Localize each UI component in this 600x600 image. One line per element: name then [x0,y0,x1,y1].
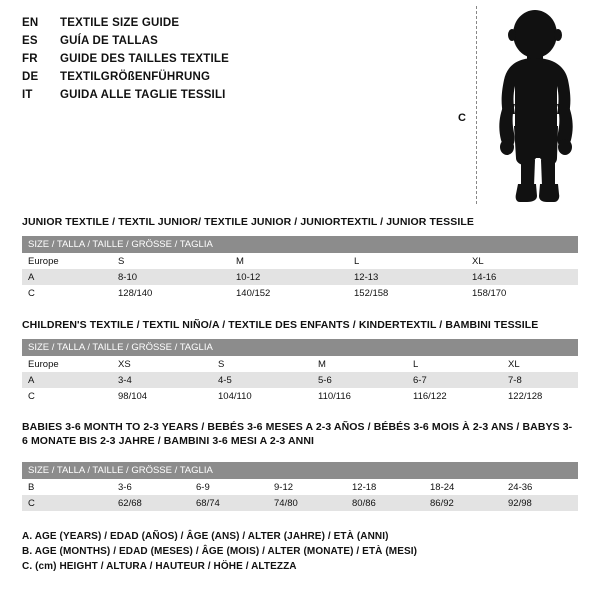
cell: 6-9 [196,479,274,495]
cell: 12-18 [352,479,430,495]
language-header [22,14,442,104]
row-label: Europe [22,356,118,372]
table-row [22,236,578,253]
footnote-b: B. AGE (MONTHS) / EDAD (MESES) / ÂGE (MOIS) / ALTER (MONATE) / ETÀ (MESI) [22,546,418,557]
cell: 62/68 [118,495,196,511]
table-row [22,339,578,356]
cell: 152/158 [354,285,472,301]
row-label: C [22,285,118,301]
cell: 116/122 [413,388,508,404]
cell: 8-10 [118,269,236,285]
toddler-silhouette-icon [485,8,590,204]
cell: 18-24 [430,479,508,495]
cell: 86/92 [430,495,508,511]
cell: 4-5 [218,372,318,388]
cell: XS [118,356,218,372]
footnotes [22,529,542,574]
cell: L [354,253,472,269]
footnote-c: C. (cm) HEIGHT / ALTURA / HAUTEUR / HÖHE / ALTEZZA [22,561,297,572]
table-babies [22,462,578,511]
language-code-de: DE [22,71,39,83]
language-text-es: GUÍA DE TALLAS [60,35,158,47]
table-row [22,388,578,404]
cell: 92/98 [508,495,578,511]
cell: 12-13 [354,269,472,285]
language-code-en: EN [22,17,39,29]
cell: 10-12 [236,269,354,285]
cell: 98/104 [118,388,218,404]
table-header-label-babies: SIZE / TALLA / TAILLE / GRÖSSE / TAGLIA [22,462,578,479]
cell: 128/140 [118,285,236,301]
cell: 158/170 [472,285,578,301]
table-children [22,339,578,404]
cell: 6-7 [413,372,508,388]
table-row [22,285,578,301]
footnote-a: A. AGE (YEARS) / EDAD (AÑOS) / ÂGE (ANS) / ALTER (JAHRE) / ETÀ (ANNI) [22,531,389,542]
cell: S [118,253,236,269]
table-row [22,356,578,372]
cell: XL [508,356,578,372]
table-row [22,479,578,495]
table-junior [22,236,578,301]
table-header-label-junior: SIZE / TALLA / TAILLE / GRÖSSE / TAGLIA [22,236,578,253]
table-row [22,372,578,388]
language-code-es: ES [22,35,38,47]
cell: 5-6 [318,372,413,388]
table-row [22,495,578,511]
section-title-children: CHILDREN'S TEXTILE / TEXTIL NIÑO/A / TEXTILE DES ENFANTS / KINDERTEXTIL / BAMBINI TESSILE [22,319,539,331]
language-row-de [22,68,442,86]
table-row [22,462,578,479]
row-label: B [22,479,118,495]
cell: 104/110 [218,388,318,404]
language-code-fr: FR [22,53,38,65]
row-label: C [22,388,118,404]
row-label: A [22,269,118,285]
cell: 68/74 [196,495,274,511]
language-text-en: TEXTILE SIZE GUIDE [60,17,180,29]
cell: 140/152 [236,285,354,301]
height-measure-line [476,6,477,204]
cell: M [236,253,354,269]
language-code-it: IT [22,89,33,101]
cell: 110/116 [318,388,413,404]
row-label: A [22,372,118,388]
table-row [22,269,578,285]
measurement-figure [440,6,590,206]
cell: 3-4 [118,372,218,388]
cell: L [413,356,508,372]
cell: XL [472,253,578,269]
row-label: Europe [22,253,118,269]
cell: S [218,356,318,372]
language-row-fr [22,50,442,68]
table-header-label-children: SIZE / TALLA / TAILLE / GRÖSSE / TAGLIA [22,339,578,356]
cell: 7-8 [508,372,578,388]
cell: 122/128 [508,388,578,404]
row-label: C [22,495,118,511]
table-row [22,253,578,269]
language-text-de: TEXTILGRÖßENFÜHRUNG [60,71,211,83]
cell: 9-12 [274,479,352,495]
cell: 3-6 [118,479,196,495]
language-row-en [22,14,442,32]
language-row-es [22,32,442,50]
cell: M [318,356,413,372]
cell: 74/80 [274,495,352,511]
section-title-junior: JUNIOR TEXTILE / TEXTIL JUNIOR/ TEXTILE JUNIOR / JUNIORTEXTIL / JUNIOR TESSILE [22,216,474,228]
cell: 80/86 [352,495,430,511]
language-row-it [22,86,442,104]
cell: 14-16 [472,269,578,285]
language-text-it: GUIDA ALLE TAGLIE TESSILI [60,89,226,101]
measure-label-c: C [458,112,466,124]
language-text-fr: GUIDE DES TAILLES TEXTILE [60,53,229,65]
section-title-babies: BABIES 3-6 MONTH TO 2-3 YEARS / BEBÉS 3-6 MESES A 2-3 AÑOS / BÉBÉS 3-6 MOIS À 2-3 ANS / BABYS 3-6 MONATE BIS 2-3 JAHRE / BAMBINI 3-6 MESI A 2-3 ANNI [22,421,573,447]
cell: 24-36 [508,479,578,495]
